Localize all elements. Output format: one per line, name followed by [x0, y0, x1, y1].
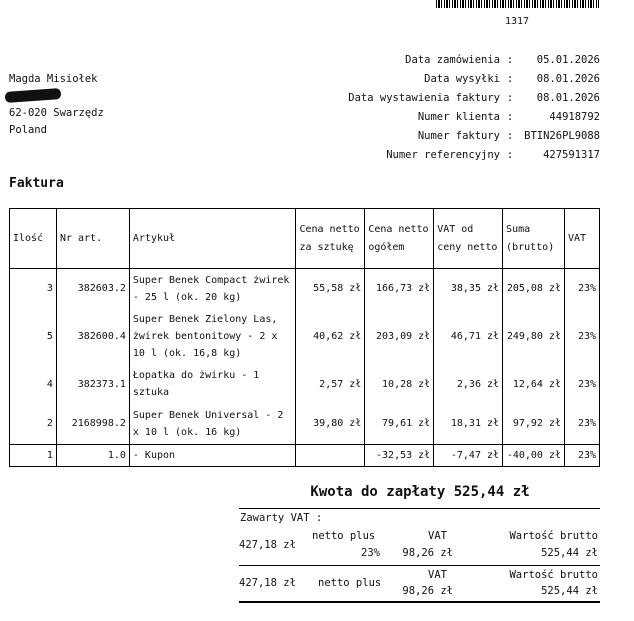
meta-label: Numer faktury — [417, 129, 500, 142]
cell-unit-net: 55,58 zł — [296, 269, 365, 309]
header-gross: Suma (brutto) — [503, 209, 565, 269]
cell-quantity: 5 — [10, 309, 57, 365]
meta-value: 427591317 — [543, 148, 600, 161]
cell-quantity: 4 — [10, 365, 57, 404]
cell-article: Łopatka do żwirku - 1 sztuka — [129, 365, 296, 404]
cell-quantity: 1 — [10, 445, 57, 467]
vat-label: VAT — [428, 569, 447, 581]
cell-vat-rate: 23% — [565, 445, 600, 467]
gross-label: Wartość brutto — [509, 569, 598, 581]
meta-value: 44918792 — [549, 110, 600, 123]
cell-article-number: 2168998.2 — [56, 404, 129, 445]
divider — [239, 508, 600, 509]
cell-gross: 249,80 zł — [503, 309, 565, 365]
vat-summary-heading: Zawarty VAT : — [240, 512, 323, 524]
cell-article: - Kupon — [129, 445, 296, 467]
cell-vat-amount: -7,47 zł — [434, 445, 503, 467]
cell-vat-rate: 23% — [565, 404, 600, 445]
cell-vat-rate: 23% — [565, 309, 600, 365]
header-article: Artykuł — [129, 209, 296, 269]
cell-total-net: 79,61 zł — [365, 404, 434, 445]
vat-label: VAT — [428, 530, 447, 542]
cell-gross: 12,64 zł — [503, 365, 565, 404]
cell-vat-amount: 38,35 zł — [434, 269, 503, 309]
divider — [239, 565, 600, 566]
gross-label: Wartość brutto — [509, 530, 598, 542]
meta-label: Data zamówienia — [405, 53, 500, 66]
cell-vat-amount: 46,71 zł — [434, 309, 503, 365]
meta-label: Numer klienta — [417, 110, 500, 123]
header-unit-net: Cena netto za sztukę — [296, 209, 365, 269]
vat-net-amount: 427,18 zł — [239, 577, 296, 589]
gross-amount: 525,44 zł — [541, 547, 598, 559]
header-vat-amount: VAT od ceny netto — [434, 209, 503, 269]
vat-amount: 98,26 zł — [402, 585, 453, 597]
meta-value: 08.01.2026 — [536, 72, 600, 85]
header-total-net: Cena netto ogółem — [365, 209, 434, 269]
cell-gross: -40,00 zł — [503, 445, 565, 467]
vat-rate: 23% — [361, 547, 380, 559]
cell-vat-amount: 18,31 zł — [434, 404, 503, 445]
customer-country: Poland — [9, 124, 47, 136]
cell-total-net: 166,73 zł — [365, 269, 434, 309]
customer-name: Magda Misiołek — [9, 73, 98, 85]
cell-article: Super Benek Compact żwirek - 25 l (ok. 20 kg) — [129, 269, 296, 309]
vat-amount: 98,26 zł — [402, 547, 453, 559]
cell-article: Super Benek Zielony Las, żwirek bentonitowy - 2 x 10 l (ok. 16,8 kg) — [129, 309, 296, 365]
vat-net-amount: 427,18 zł — [239, 539, 296, 551]
cell-unit-net — [296, 445, 365, 467]
cell-vat-amount: 2,36 zł — [434, 365, 503, 404]
meta-value: BTIN26PL9088 — [524, 129, 600, 142]
cell-gross: 97,92 zł — [503, 404, 565, 445]
cell-total-net: -32,53 zł — [365, 445, 434, 467]
cell-vat-rate: 23% — [565, 365, 600, 404]
invoice-table — [9, 208, 600, 467]
cell-article: Super Benek Universal - 2 x 10 l (ok. 16 kg) — [129, 404, 296, 445]
cell-total-net: 203,09 zł — [365, 309, 434, 365]
cell-unit-net: 40,62 zł — [296, 309, 365, 365]
cell-gross: 205,08 zł — [503, 269, 565, 309]
table-row — [10, 445, 600, 467]
invoice-meta: Data zamówienia : 05.01.2026 Data wysyłki : 08.01.2026 Data wystawienia faktury : 08.01.2026 Numer klienta : 44918792 Numer faktury : BTIN26PL9088 Numer referencyjny : 427591317 — [300, 50, 600, 164]
amount-due: Kwota do zapłaty 525,44 zł — [310, 484, 530, 500]
meta-value: 05.01.2026 — [536, 53, 600, 66]
header-vat-rate: VAT — [565, 209, 600, 269]
meta-label: Numer referencyjny — [386, 148, 500, 161]
cell-article-number: 1.0 — [56, 445, 129, 467]
header-article-number: Nr art. — [56, 209, 129, 269]
customer-city: 62-020 Swarzędz — [9, 107, 104, 119]
cell-article-number: 382600.4 — [56, 309, 129, 365]
meta-label: Data wystawienia faktury — [348, 91, 500, 104]
vat-net-label: netto plus — [312, 530, 376, 542]
cell-unit-net: 2,57 zł — [296, 365, 365, 404]
cell-unit-net: 39,80 zł — [296, 404, 365, 445]
cell-vat-rate: 23% — [565, 269, 600, 309]
page-title: Faktura — [9, 176, 64, 191]
table-row — [10, 269, 600, 309]
gross-amount: 525,44 zł — [541, 585, 598, 597]
table-row — [10, 309, 600, 365]
barcode — [436, 0, 599, 8]
table-row — [10, 365, 600, 404]
cell-article-number: 382373.1 — [56, 365, 129, 404]
cell-quantity: 2 — [10, 404, 57, 445]
vat-net-label: netto plus — [318, 577, 382, 589]
header-quantity: Ilość — [10, 209, 57, 269]
barcode-number: 1317 — [505, 16, 530, 27]
divider — [239, 601, 600, 603]
table-row — [10, 404, 600, 445]
meta-label: Data wysyłki — [424, 72, 500, 85]
cell-article-number: 382603.2 — [56, 269, 129, 309]
cell-total-net: 10,28 zł — [365, 365, 434, 404]
cell-quantity: 3 — [10, 269, 57, 309]
meta-value: 08.01.2026 — [536, 91, 600, 104]
